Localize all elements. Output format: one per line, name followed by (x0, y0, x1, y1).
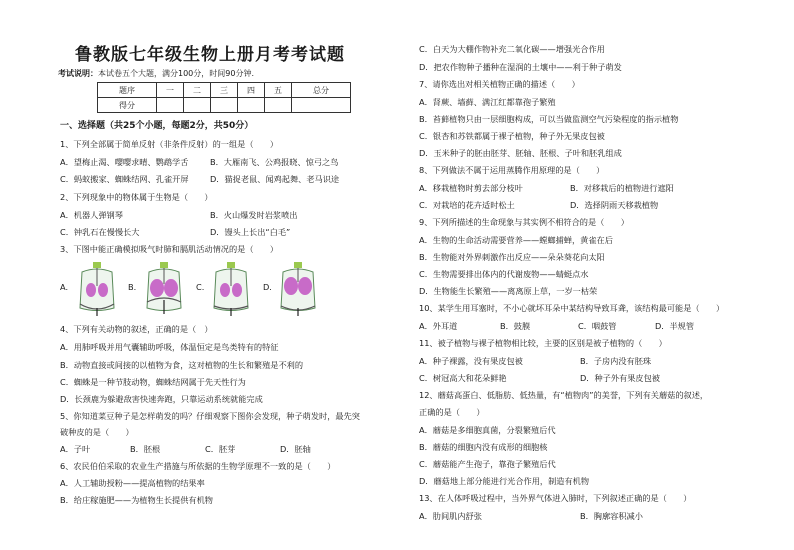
question-12-line2: 正确的是（ ） (419, 407, 485, 417)
q8-option-c: C．对栽培的花卉适时松土 (419, 200, 515, 210)
q5-option-d: D．胚轴 (280, 444, 311, 454)
q9-option-d: D．生物能生长繁殖——离离原上草，一岁一枯荣 (419, 286, 598, 296)
q13-option-b: B．胸廓容积减小 (580, 511, 643, 521)
lung-model-d (281, 262, 315, 316)
score-header-cell: 四 (238, 83, 265, 98)
q9-option-a: A．生物的生命活动需要营养——螳螂捕蝉，黄雀在后 (419, 235, 613, 245)
q8-option-a: A．移栽植物时剪去部分枝叶 (419, 183, 523, 193)
diagram-label-d: D. (263, 282, 272, 292)
q1-option-c: C．蚂蚁搬家、蜘蛛结网、孔雀开屏 (60, 174, 189, 184)
q10-option-d: D．半规管 (655, 321, 695, 331)
q11-option-b: B．子房内没有胚珠 (580, 356, 652, 366)
question-9: 9、下列所描述的生命现象与其实例不相符合的是（ ） (419, 217, 629, 227)
score-cell (184, 98, 211, 113)
q7-option-d: D．玉米种子的胚由胚芽、胚轴、胚根、子叶和胚乳组成 (419, 148, 622, 158)
score-header-cell: 三 (211, 83, 238, 98)
section-heading: 一、选择题（共25个小题，每题2分，共50分） (60, 121, 254, 131)
q6-option-a: A．人工辅助授粉——提高植物的结果率 (60, 478, 205, 488)
score-header-cell: 题序 (98, 83, 157, 98)
q4-option-a: A．用肺呼吸并用气囊辅助呼吸，体温恒定是鸟类特有的特征 (60, 342, 279, 352)
score-table-score-row (98, 98, 351, 113)
q1-option-d: D．猫捉老鼠、闻鸡起舞、老马识途 (210, 174, 340, 184)
page-title: 鲁教版七年级生物上册月考考试题 (75, 45, 345, 65)
q10-option-c: C．咽鼓管 (578, 321, 617, 331)
score-table (97, 82, 351, 113)
question-12-line1: 12、蘑菇高蛋白、低脂肪、低热量，有“植物肉”的美誉，下列有关蘑菇的叙述， (419, 390, 709, 400)
q2-option-b: B．火山爆发时岩浆喷出 (210, 210, 298, 220)
question-13: 13、在人体呼吸过程中，当外界气体进入肺时，下列叙述正确的是（ ） (419, 493, 692, 503)
q7-option-b: B．苔藓植物只由一层细胞构成，可以当做监测空气污染程度的指示植物 (419, 114, 679, 124)
q11-option-a: A．种子裸露，没有果皮包被 (419, 356, 523, 366)
exam-note-text: 本试卷五个大题，满分100分，时间90分钟. (98, 69, 254, 78)
lung-model-b (147, 262, 181, 314)
exam-note (58, 68, 254, 79)
score-table-header-row (98, 83, 351, 98)
question-6: 6、农民伯伯采取的农业生产措施与所依据的生物学原理不一致的是（ ） (60, 461, 336, 471)
score-header-cell: 一 (157, 83, 184, 98)
score-cell (211, 98, 238, 113)
question-10: 10、某学生用耳塞时，不小心就坏耳朵中某结构导致耳聋，该结构最可能是（ ） (419, 303, 725, 313)
question-11: 11、被子植物与裸子植物相比较，主要的区别是被子植物的（ ） (419, 338, 667, 348)
q7-option-a: A．肾蕨、墙藓、满江红都靠孢子繁殖 (419, 97, 556, 107)
q12-option-b: B．蘑菇的细胞内没有成形的细胞核 (419, 442, 548, 452)
lung-model-c (214, 262, 248, 316)
q11-option-d: D．种子外有果皮包被 (580, 373, 660, 383)
question-1: 1、下列全部属于简单反射（非条件反射）的一组是（ ） (60, 139, 279, 149)
score-cell (238, 98, 265, 113)
question-2: 2、下列现象中的物体属于生物是（ ） (60, 192, 213, 202)
q1-option-b: B．大雁南飞、公鸡报晓、惊弓之鸟 (210, 157, 339, 167)
q9-option-b: B．生物能对外界刺激作出反应——朵朵葵花向太阳 (419, 252, 605, 262)
question-8: 8、下列做法不属于运用蒸腾作用原理的是（ ） (419, 165, 605, 175)
q6-option-b: B．给庄稼施肥——为植物生长提供有机物 (60, 495, 213, 505)
question-3: 3、下图中能正确模拟吸气时肺和膈肌活动情况的是（ ） (60, 244, 279, 254)
score-cell (292, 98, 351, 113)
q8-option-d: D．选择阴雨天移栽植物 (570, 200, 659, 210)
q2-option-d: D．馒头上长出“白毛” (210, 227, 291, 237)
question-4: 4、下列有关动物的叙述，正确的是（ ） (60, 324, 213, 334)
q12-option-d: D．蘑菇地上部分能进行光合作用，制造有机物 (419, 476, 590, 486)
q1-option-a: A．望梅止渴、嘤嘤求晴、鹦鹉学舌 (60, 157, 189, 167)
diagram-label-c: C. (196, 282, 205, 292)
lung-model-diagrams (56, 258, 326, 318)
exam-note-label: 考试说明： (58, 69, 98, 78)
q4-option-b: B．动物直接或间接的以植物为食，这对植物的生长和繁殖是不利的 (60, 360, 304, 370)
score-cell (265, 98, 292, 113)
q5-option-a: A．子叶 (60, 444, 91, 454)
question-5-line1: 5、你知道菜豆种子是怎样萌发的吗？仔细观察下图你会发现，种子萌发时，最先突 (60, 411, 360, 421)
question-7: 7、请你选出对相关植物正确的描述（ ） (419, 79, 580, 89)
q13-option-a: A．肋间肌内舒张 (419, 511, 482, 521)
q6-option-c: C．白天为大棚作物补充二氧化碳——增强光合作用 (419, 44, 605, 54)
q9-option-c: C．生物需要排出体内的代谢废物——蜻蜓点水 (419, 269, 589, 279)
q4-option-d: D．长颈鹿为躲避敌害快速奔跑，只靠运动系统就能完成 (60, 394, 263, 404)
q2-option-c: C．钟乳石在慢慢长大 (60, 227, 140, 237)
q4-option-c: C．蜘蛛是一种节肢动物，蜘蛛结网属于先天性行为 (60, 377, 246, 387)
score-row-label: 得分 (98, 98, 157, 113)
q12-option-a: A．蘑菇是多细胞真菌，分裂繁殖后代 (419, 425, 556, 435)
q10-option-a: A．外耳道 (419, 321, 458, 331)
question-5-line2: 破种皮的是（ ） (60, 427, 134, 437)
q7-option-c: C．银杏和苏铁都属于裸子植物，种子外无果皮包被 (419, 131, 605, 141)
q10-option-b: B．鼓膜 (500, 321, 531, 331)
q5-option-b: B．胚根 (130, 444, 161, 454)
q12-option-c: C．蘑菇能产生孢子，靠孢子繁殖后代 (419, 459, 556, 469)
q5-option-c: C．胚芽 (205, 444, 236, 454)
q2-option-a: A．机器人弹钢琴 (60, 210, 123, 220)
q8-option-b: B．对移栽后的植物进行遮阳 (570, 183, 674, 193)
diagram-label-b: B. (128, 282, 137, 292)
lung-model-a (80, 262, 114, 316)
q6-option-d: D．把农作物种子播种在湿润的土壤中——利于种子萌发 (419, 62, 622, 72)
score-cell (157, 98, 184, 113)
diagram-label-a: A. (60, 282, 69, 292)
score-header-cell: 五 (265, 83, 292, 98)
score-header-cell: 二 (184, 83, 211, 98)
q11-option-c: C．树冠高大和花朵鲜艳 (419, 373, 507, 383)
score-header-cell: 总分 (292, 83, 351, 98)
